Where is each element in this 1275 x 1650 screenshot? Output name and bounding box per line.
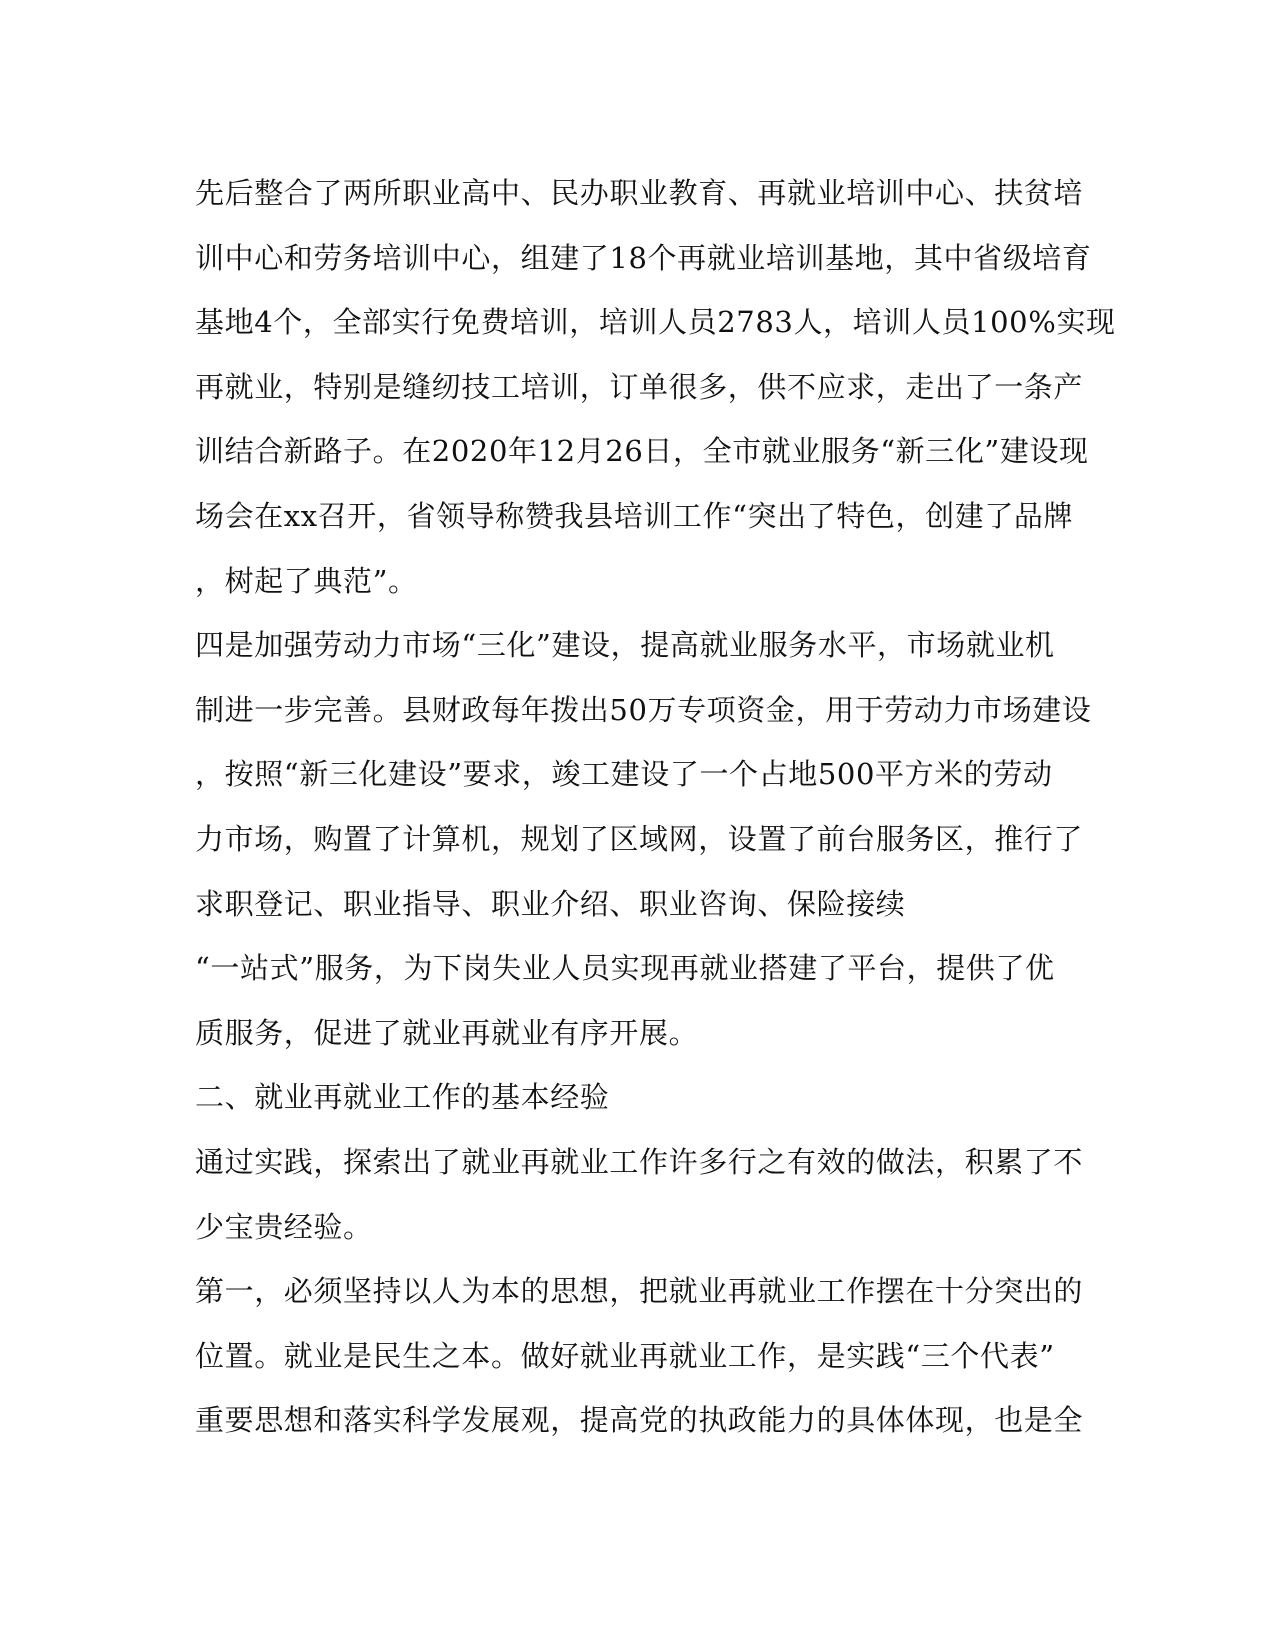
text-line: 位置。就业是民生之本。做好就业再就业工作，是实践“三个代表” [195, 1338, 1055, 1373]
text-line: 基地4个，全部实行免费培训，培训人员2783人，培训人员100%实现 [195, 305, 1116, 340]
text-line: 训结合新路子。在2020年12月26日，全市就业服务“新三化”建设现 [195, 434, 1089, 469]
text-line: 重要思想和落实科学发展观，提高党的执政能力的具体体现，也是全 [195, 1403, 1084, 1438]
text-line: 场会在xx召开，省领导称赞我县培训工作“突出了特色，创建了品牌 [195, 498, 1074, 533]
text-line: ，按照“新三化建设”要求，竣工建设了一个占地500平方米的劳动 [195, 757, 1053, 792]
text-line: ，树起了典范”。 [195, 563, 418, 598]
document-body [195, 161, 1116, 1453]
text-line: 质服务，促进了就业再就业有序开展。 [195, 1015, 699, 1050]
text-line: 四是加强劳动力市场“三化”建设，提高就业服务水平，市场就业机 [195, 628, 1055, 663]
text-line: 再就业，特别是缝纫技工培训，订单很多，供不应求，走出了一条产 [195, 369, 1084, 404]
text-line: 少宝贵经验。 [195, 1209, 373, 1244]
section-heading: 二、就业再就业工作的基本经验 [195, 1080, 610, 1115]
text-line: 求职登记、职业指导、职业介绍、职业咨询、保险接续 [195, 886, 906, 921]
text-line: 训中心和劳务培训中心，组建了18个再就业培训基地，其中省级培育 [195, 240, 1092, 275]
text-line: 通过实践，探索出了就业再就业工作许多行之有效的做法，积累了不 [195, 1144, 1084, 1179]
text-line: 制进一步完善。县财政每年拨出50万专项资金，用于劳动力市场建设 [195, 692, 1092, 727]
text-line: “一站式”服务，为下岗失业人员实现再就业搭建了平台，提供了优 [195, 951, 1055, 986]
text-line: 第一，必须坚持以人为本的思想，把就业再就业工作摆在十分突出的 [195, 1274, 1084, 1309]
text-line: 力市场，购置了计算机，规划了区域网，设置了前台服务区，推行了 [195, 821, 1084, 856]
text-line: 先后整合了两所职业高中、民办职业教育、再就业培训中心、扶贫培 [195, 176, 1084, 210]
